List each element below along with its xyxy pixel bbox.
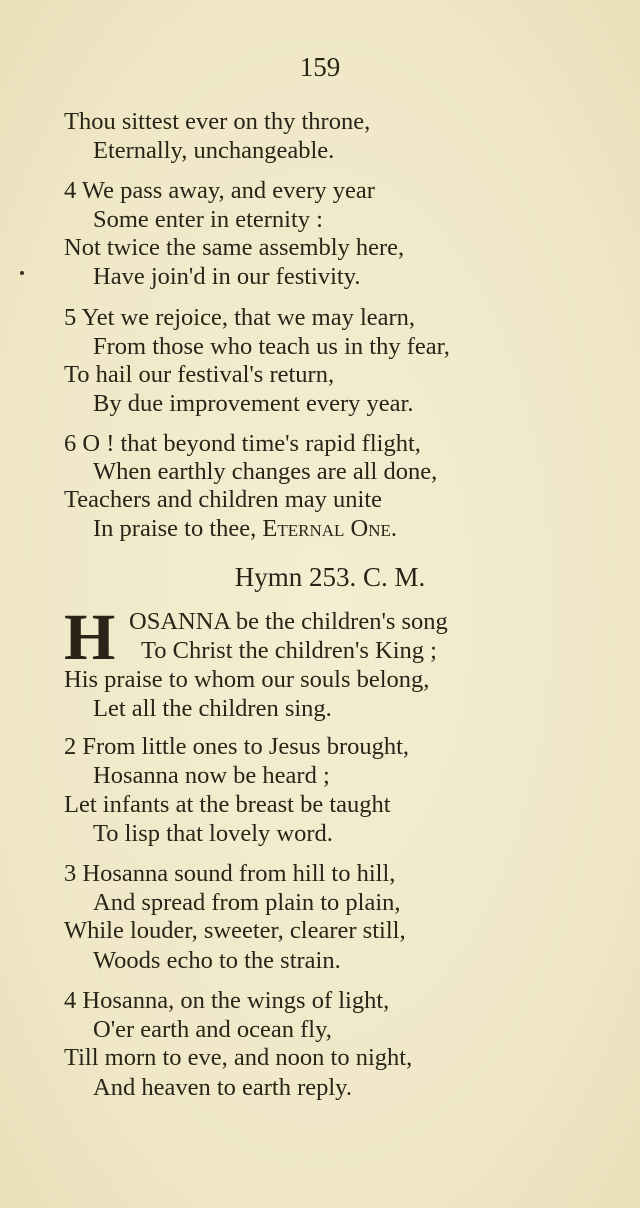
verse-line: When earthly changes are all done, (93, 458, 438, 485)
verse-line: 4 Hosanna, on the wings of light, (64, 987, 390, 1014)
drop-cap: H (64, 601, 116, 674)
verse-line: To Christ the children's King ; (141, 637, 437, 664)
verse-line: 2 From little ones to Jesus brought, (64, 733, 410, 760)
hymn-title: Hymn 253. C. M. (234, 562, 426, 592)
verse-line: Let infants at the breast be taught (64, 791, 391, 818)
verse-line: Woods echo to the strain. (93, 947, 341, 974)
verse-line: By due improvement every year. (93, 390, 414, 417)
verse-line: To hail our festival's return, (64, 361, 335, 388)
verse-line: Till morn to eve, and noon to night, (64, 1044, 413, 1071)
verse-line: Teachers and children may unite (64, 486, 383, 513)
page-number: 159 (299, 52, 341, 82)
verse-line: To lisp that lovely word. (93, 820, 333, 847)
verse-line: Let all the children sing. (93, 695, 332, 722)
verse-line: In praise to thee, Eternal One. (93, 515, 398, 542)
verse-line: 4 We pass away, and every year (64, 177, 375, 204)
ink-speck (20, 271, 24, 275)
verse-line: His praise to whom our souls belong, (64, 666, 430, 693)
continuation-line: Eternally, unchangeable. (93, 137, 335, 164)
continuation-line: Thou sittest ever on thy throne, (64, 108, 371, 135)
eternal-one-smallcaps: Eternal One. (262, 515, 398, 542)
verse-line: And spread from plain to plain, (93, 889, 401, 916)
verse-line: While louder, sweeter, clearer still, (64, 917, 406, 944)
verse-line: O'er earth and ocean fly, (93, 1016, 332, 1043)
verse-line: OSANNA be the children's song (129, 608, 448, 635)
verse-line: Hosanna now be heard ; (93, 762, 330, 789)
verse-line: Some enter in eternity : (93, 206, 323, 233)
verse-line: From those who teach us in thy fear, (93, 333, 450, 360)
verse-line: And heaven to earth reply. (93, 1074, 352, 1101)
verse-line: Have join'd in our festivity. (93, 263, 361, 290)
verse-line: Not twice the same assembly here, (64, 234, 405, 261)
verse-line: 5 Yet we rejoice, that we may learn, (64, 304, 416, 331)
verse-line: 3 Hosanna sound from hill to hill, (64, 860, 396, 887)
verse-line: 6 O ! that beyond time's rapid flight, (64, 430, 421, 457)
